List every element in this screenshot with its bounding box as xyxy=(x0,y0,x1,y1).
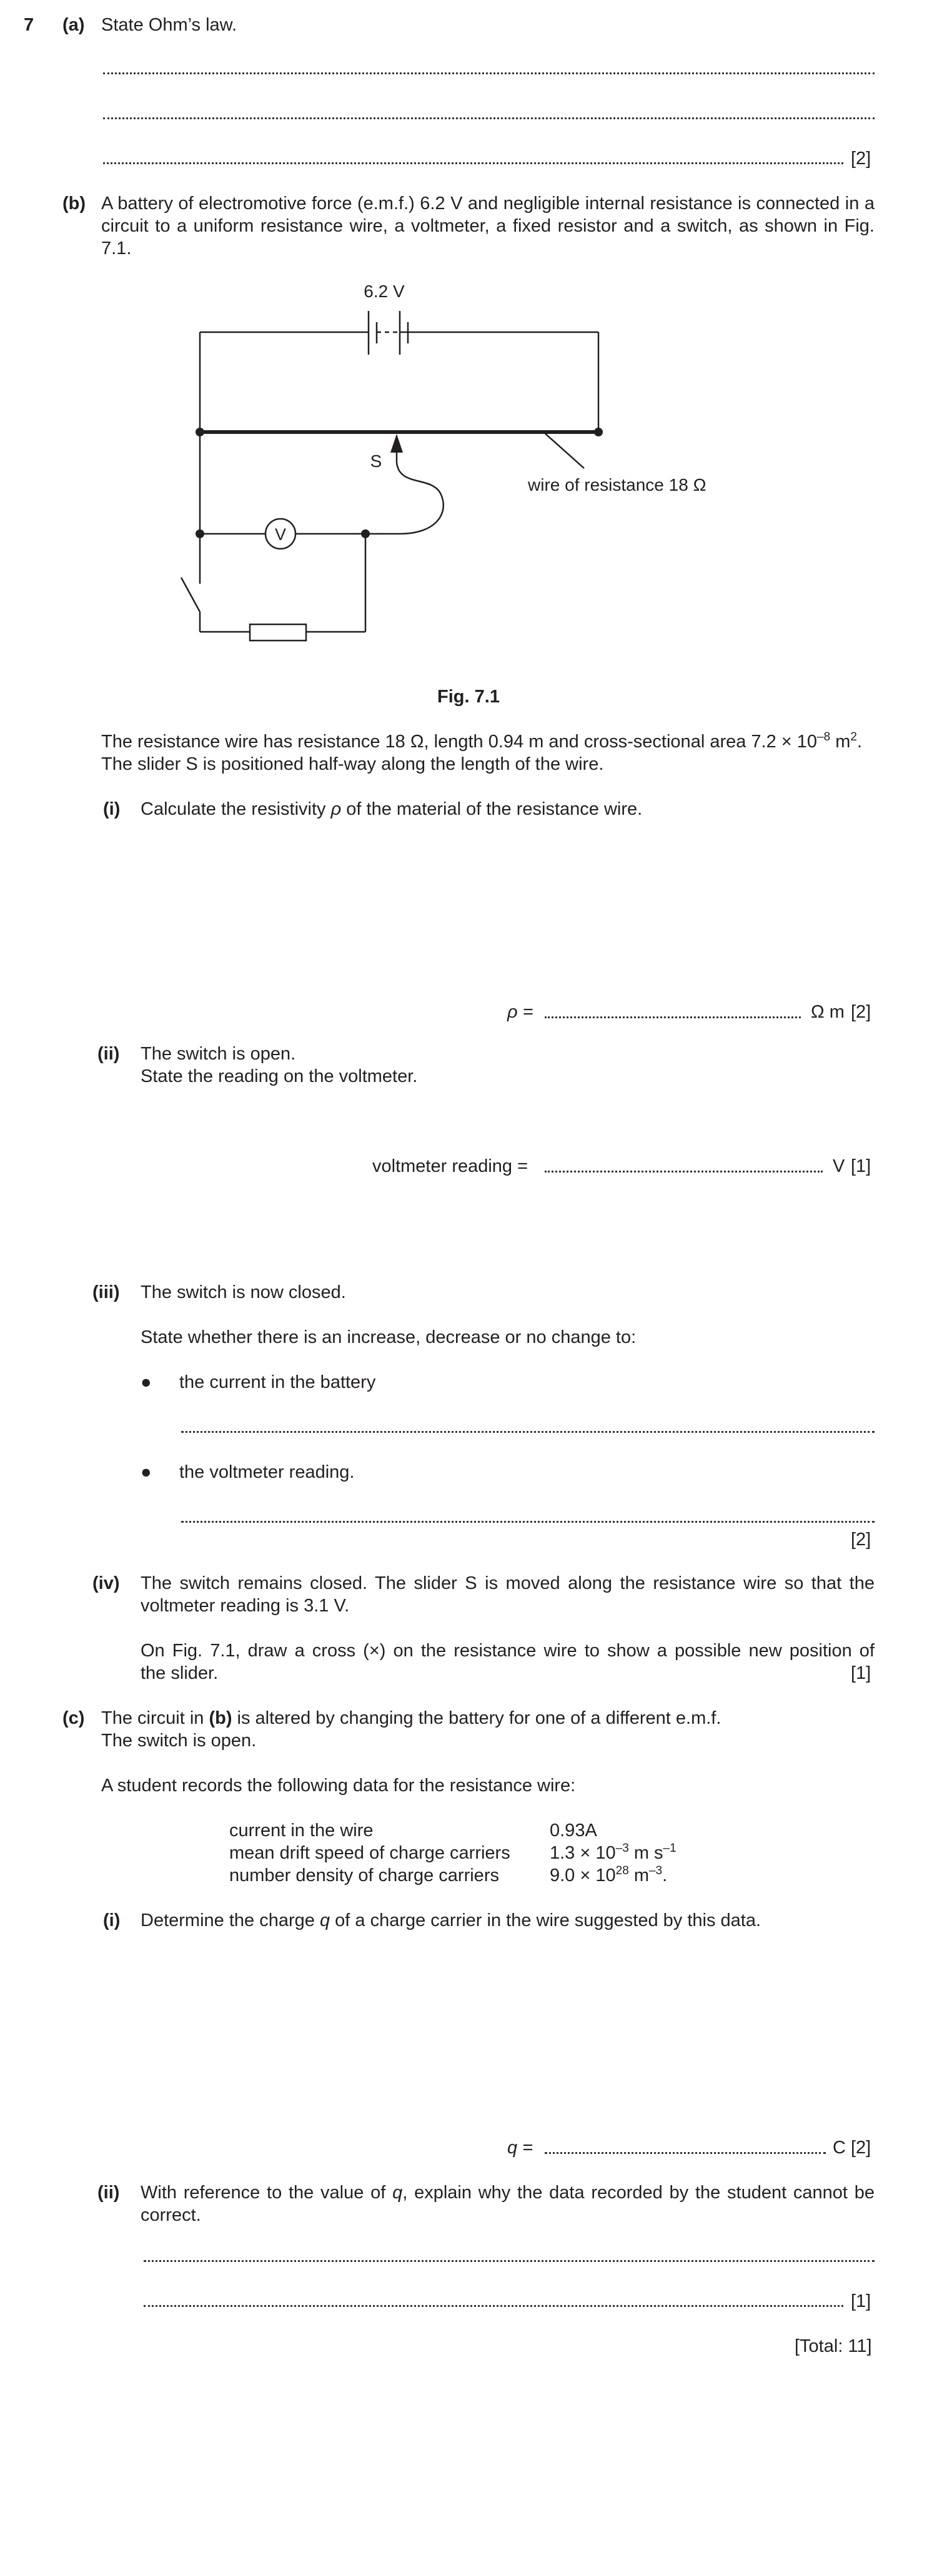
answer-line[interactable] xyxy=(181,1521,875,1523)
answer-line[interactable] xyxy=(144,2260,875,2262)
data-value-number-density: $9.0 \times 10^{28}$ $m^{-3}$. xyxy=(550,1864,668,1885)
part-b-ii-label: (ii) xyxy=(97,1044,120,1064)
part-c-line2: The switch is open. xyxy=(101,1731,257,1751)
part-b-iii-line1: The switch is now closed. xyxy=(141,1282,346,1302)
part-a-prompt: State Ohm’s law. xyxy=(101,15,237,35)
slider-arrow xyxy=(390,434,403,453)
question-number: 7 xyxy=(24,15,34,35)
wire-label: wire of resistance 18 Ω xyxy=(528,475,706,494)
part-b-i-label: (i) xyxy=(103,799,121,819)
part-c-ii-text: With reference to the value of q, explain why the data recorded by the student cannot be correct. xyxy=(141,2183,875,2225)
part-b-i-prompt: Calculate the resistivity ρ of the material of the resistance wire. xyxy=(141,799,643,819)
answer-line[interactable] xyxy=(181,1431,875,1433)
charge-unit: C xyxy=(833,2138,846,2158)
voltmeter-label: V xyxy=(274,525,287,544)
resistivity-answer-line[interactable] xyxy=(545,1016,801,1018)
resistivity-unit: Ω m xyxy=(811,1002,845,1022)
bullet-icon: ● xyxy=(141,1462,152,1482)
part-b-iii-bullet1: the current in the battery xyxy=(179,1372,376,1392)
part-b-ii-line1: The switch is open. xyxy=(141,1044,296,1064)
data-name-drift-speed: mean drift speed of charge carriers xyxy=(229,1843,510,1863)
part-b-iv-text2-line1: On Fig. 7.1, draw a cross (×) on the resistance wire to show a possible new position of xyxy=(141,1641,875,1661)
junction-dot xyxy=(361,529,370,538)
part-b-iii-bullet2: the voltmeter reading. xyxy=(179,1462,355,1482)
part-b-iv-label: (iv) xyxy=(92,1573,120,1593)
data-value-drift-speed: $1.3 \times 10^{-3}$ m $s^{-1}$ xyxy=(550,1842,677,1863)
answer-line[interactable] xyxy=(144,2305,843,2307)
part-c-i-label: (i) xyxy=(103,1910,121,1930)
part-b-label: (b) xyxy=(62,194,86,214)
circuit-diagram xyxy=(175,275,737,649)
part-a-marks: [2] xyxy=(851,149,871,169)
voltmeter-answer-label: voltmeter reading = xyxy=(372,1156,528,1176)
part-c-label: (c) xyxy=(62,1708,85,1728)
part-c-ii-marks: [1] xyxy=(851,2291,871,2311)
answer-line[interactable] xyxy=(103,117,875,119)
data-name-number-density: number density of charge carriers xyxy=(229,1866,499,1885)
charge-answer-line[interactable] xyxy=(545,2152,826,2154)
answer-line[interactable] xyxy=(103,72,875,74)
part-b-iii-line2: State whether there is an increase, decrease or no change to: xyxy=(141,1327,637,1347)
part-b-iii-marks: [2] xyxy=(851,1530,871,1550)
part-b-intro: A battery of electromotive force (e.m.f.) 6.2 V and negligible internal resistance is connected in a circuit to a uniform resistance wire, a voltmeter, a fixed resistor and a switch, as shown in Fig. 7.1. xyxy=(101,194,875,258)
part-b-iv-text2-line2: the slider. xyxy=(141,1663,219,1683)
part-b-iii-label: (iii) xyxy=(92,1282,120,1302)
part-b-iv-text1: The switch remains closed. The slider S is moved along the resistance wire so that the voltmeter reading is 3.1 V. xyxy=(141,1573,875,1616)
part-c-intro: The circuit in (b) is altered by changing the battery for one of a different e.m.f. xyxy=(101,1708,721,1728)
figure-caption: Fig. 7.1 xyxy=(437,687,500,707)
data-name-current: current in the wire xyxy=(229,1821,374,1841)
part-b-i-marks: [2] xyxy=(851,1002,871,1022)
junction-dot xyxy=(196,529,204,538)
part-c-ii-label: (ii) xyxy=(97,2183,120,2203)
part-b-info-line2: The slider S is positioned half-way along the length of the wire. xyxy=(101,754,604,774)
data-value-current: 0.93A xyxy=(550,1821,597,1841)
part-b-info-line1: The resistance wire has resistance 18 Ω, length 0.94 m and cross-sectional area $7.2 \times 10^{-8}$ $m^2$. xyxy=(101,730,863,752)
battery-label: 6.2 V xyxy=(364,282,405,301)
part-c-i-prompt: Determine the charge q of a charge carrier in the wire suggested by this data. xyxy=(141,1910,761,1930)
part-a-label: (a) xyxy=(62,15,85,35)
slider-label: S xyxy=(370,451,382,471)
part-b-iv-marks: [1] xyxy=(851,1663,871,1683)
junction-dot xyxy=(594,428,603,436)
voltmeter-answer-line[interactable] xyxy=(545,1171,823,1172)
bullet-icon: ● xyxy=(141,1372,152,1392)
junction-dot xyxy=(196,428,204,436)
voltmeter-unit: V xyxy=(833,1156,845,1176)
part-c-line3: A student records the following data for the resistance wire: xyxy=(101,1776,576,1796)
charge-answer-label: q = xyxy=(507,2138,533,2158)
part-b-ii-marks: [1] xyxy=(851,1156,871,1176)
answer-line[interactable] xyxy=(103,162,843,164)
resistivity-answer-label: ρ = xyxy=(507,1002,533,1022)
part-b-ii-line2: State the reading on the voltmeter. xyxy=(141,1066,418,1086)
part-c-i-marks: [2] xyxy=(851,2138,871,2158)
total-marks: [Total: 11] xyxy=(795,2336,872,2356)
